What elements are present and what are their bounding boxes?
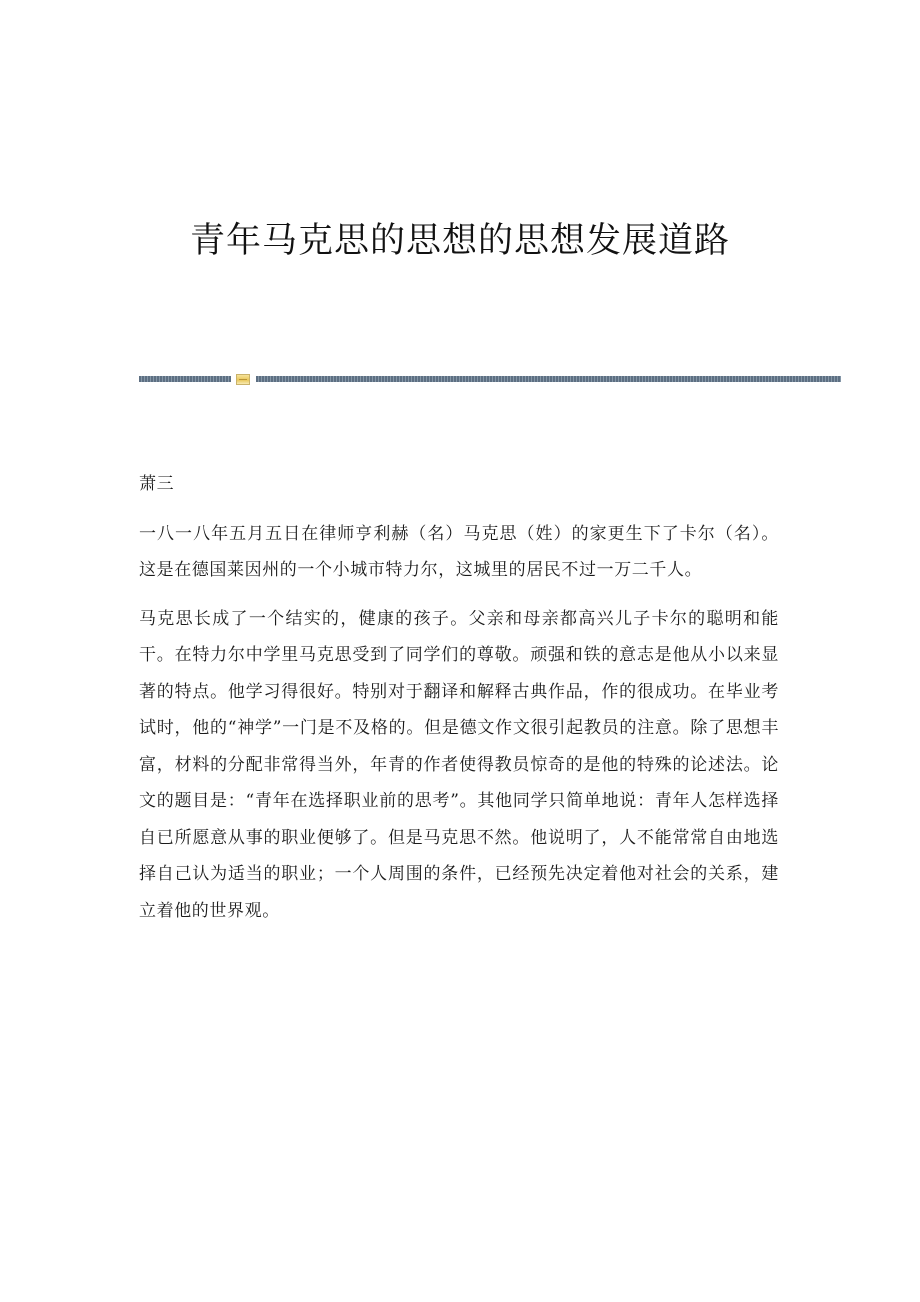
paragraph-birth: 一八一八年五月五日在律师亨利赫（名）马克思（姓）的家更生下了卡尔（名）。这是在德国莱因州的一个小城市特力尔，这城里的居民不过一万二千人。 [139,523,779,580]
title-divider [139,374,841,386]
paragraph-youth: 马克思长成了一个结实的，健康的孩子。父亲和母亲都高兴儿子卡尔的聪明和能干。在特力尔中学里马克思受到了同学们的尊敬。顽强和铁的意志是他从小以来显著的特点。他学习得很好。特别对于翻译和解释古典作品，作的很成功。在毕业考试时，他的“神学”一门是不及格的。但是德文作文很引起教员的注意。除了思想丰富，材料的分配非常得当外，年青的作者使得教员惊奇的是他的特殊的论述法。论文的题目是：“青年在选择职业前的思考”。其他同学只简单地说：青年人怎样选择自已所愿意从事的职业便够了。但是马克思不然。他说明了，人不能常常自由地选择自己认为适当的职业；一个人周围的条件，已经预先决定着他对社会的关系，建立着他的世界观。 [139,608,779,921]
divider-bar-left [139,376,231,382]
author-name: 萧三 [139,474,175,494]
document-title: 青年马克思的思想的思想发展道路 [189,221,730,261]
divider-bar-right [256,376,841,382]
divider-ornament-icon [236,374,250,385]
document-body [139,466,779,941]
